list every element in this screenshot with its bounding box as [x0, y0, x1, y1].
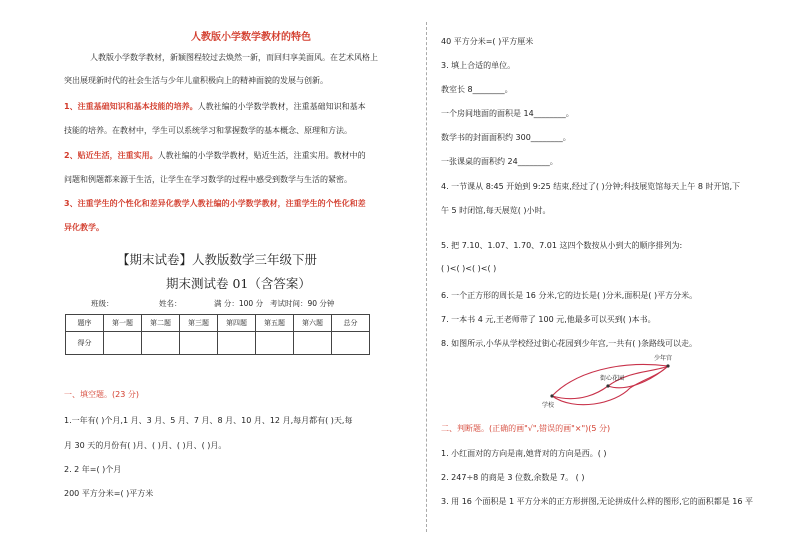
- score-table-header: 题序: [66, 315, 104, 332]
- point-2-line-1: [64, 150, 366, 161]
- point-2-heading: 2、贴近生活，注重实用。: [64, 151, 158, 160]
- question-4-line-1: 4. 一节课从 8:45 开始到 9:25 结束,经过了( )分钟;科技展览馆每天上午 8 时开馆,下: [441, 182, 741, 191]
- question-2c: 40 平方分米=( )平方厘米: [441, 37, 534, 46]
- score-cell[interactable]: [142, 332, 180, 355]
- score-cell[interactable]: [218, 332, 256, 355]
- full-score: [214, 298, 263, 309]
- full-score-label: 满 分：: [214, 299, 239, 308]
- class-label: 班级：: [91, 299, 114, 308]
- question-2b: 200 平方分米=( )平方米: [64, 489, 154, 498]
- judge-1: 1. 小红面对的方向是南,她背对的方向是西。( ): [441, 449, 607, 458]
- exam-title: 【期末试卷】人教版数学三年级下册: [117, 252, 318, 267]
- route-map: [530, 352, 700, 414]
- point-2-text: 人教社编的小学数学教材，贴近生活，注重实用。教材中的: [157, 151, 366, 160]
- exam-time: [270, 298, 334, 309]
- score-table-header: 第六题: [294, 315, 332, 332]
- exam-time-label: 考试时间：: [270, 299, 308, 308]
- intro-line-2: 突出展现新时代的社会生活与少年儿童积极向上的精神面貌的发展与创新。: [64, 76, 328, 85]
- question-5: 5. 把 7.10、1.07、1.70、7.01 这四个数按从小到大的顺序排列为:: [441, 241, 683, 250]
- point-3-line-1: 3、注重学生的个性化和差异化教学人教社编的小学数学教材，注重学生的个性化和差: [64, 199, 366, 208]
- question-4-line-2: 午 5 时闭馆,每天展览( )小时。: [441, 206, 551, 215]
- section-2-heading: 二、判断题。(正确的画"√",错误的画"×")(5 分): [441, 424, 611, 433]
- score-cell[interactable]: [256, 332, 294, 355]
- score-table-header: 第五题: [256, 315, 294, 332]
- score-table-header: 总分: [332, 315, 370, 332]
- point-3-line-2: 异化教学。: [64, 223, 104, 232]
- question-3: 3. 填上合适的单位。: [441, 61, 516, 70]
- point-1-line-2: 技能的培养。在教材中，学生可以系统学习和掌握数学的基本概念、原理和方法。: [64, 126, 352, 135]
- question-8: 8. 如图所示,小华从学校经过街心花园到少年宫,一共有( )条路线可以走。: [441, 339, 698, 348]
- question-3b: 一个房间地面的面积是 14________。: [441, 109, 574, 118]
- promo-heading: 人教版小学数学教材的特色: [191, 32, 311, 43]
- question-1-line-1: 1.一年有( )个月,1 月、3 月、5 月、7 月、8 月、10 月、12 月,每月都有( )天,每: [64, 416, 353, 425]
- question-3c: 数学书的封面面积约 300________。: [441, 133, 571, 142]
- question-3d: 一张课桌的面积约 24________。: [441, 157, 558, 166]
- score-row-label: 得分: [66, 332, 104, 355]
- question-2: 2. 2 年=( )个月: [64, 465, 122, 474]
- section-1-heading: 一、填空题。(23 分): [64, 390, 139, 399]
- question-6: 6. 一个正方形的周长是 16 分米,它的边长是( )分米,面积是( )平方分米。: [441, 291, 698, 300]
- score-cell[interactable]: [180, 332, 218, 355]
- point-1-heading: 1、注重基础知识和基本技能的培养。: [64, 102, 198, 111]
- score-table-score-row: [66, 332, 370, 355]
- judge-3: 3. 用 16 个面积是 1 平方分米的正方形拼图,无论拼成什么样的图形,它的面积都是 16 平: [441, 497, 753, 506]
- score-table-header: 第四题: [218, 315, 256, 332]
- score-table-header: 第一题: [104, 315, 142, 332]
- question-3a: 教室长 8________。: [441, 85, 513, 94]
- exam-time-value: 90 分钟: [307, 299, 335, 308]
- map-label-school: 学校: [542, 402, 555, 409]
- question-5-blanks: ( )<( )<( )<( ): [441, 264, 497, 273]
- exam-subtitle: 期末测试卷 01（含答案）: [166, 276, 311, 291]
- score-table: [65, 314, 370, 355]
- score-table-header: 第二题: [142, 315, 180, 332]
- name-label: 姓名：: [159, 299, 182, 308]
- score-table-header-row: [66, 315, 370, 332]
- map-label-palace: 少年宫: [654, 355, 673, 362]
- column-divider: [426, 22, 427, 532]
- point-1-line-1: [64, 101, 366, 112]
- full-score-value: 100 分: [238, 299, 264, 308]
- question-1-line-2: 月 30 天的月份有( )月、( )月、( )月、( )月。: [64, 441, 227, 450]
- score-cell[interactable]: [332, 332, 370, 355]
- question-7: 7. 一本书 4 元,王老师带了 100 元,他最多可以买到( )本书。: [441, 315, 656, 324]
- point-2-line-2: 问题和例题都来源于生活，让学生在学习数学的过程中感受到数学与生活的紧密。: [64, 175, 352, 184]
- point-1-text: 人教社编的小学数学教材，注重基础知识和基本: [197, 102, 366, 111]
- score-table-header: 第三题: [180, 315, 218, 332]
- map-label-garden: 街心花园: [600, 375, 625, 382]
- intro-line-1: 人教版小学数学教材，新颖图程较过去焕然一新，而回归享美面风。在艺术风格上: [90, 53, 378, 62]
- judge-2: 2. 247÷8 的商是 3 位数,余数是 7。 ( ): [441, 473, 585, 482]
- score-cell[interactable]: [104, 332, 142, 355]
- score-cell[interactable]: [294, 332, 332, 355]
